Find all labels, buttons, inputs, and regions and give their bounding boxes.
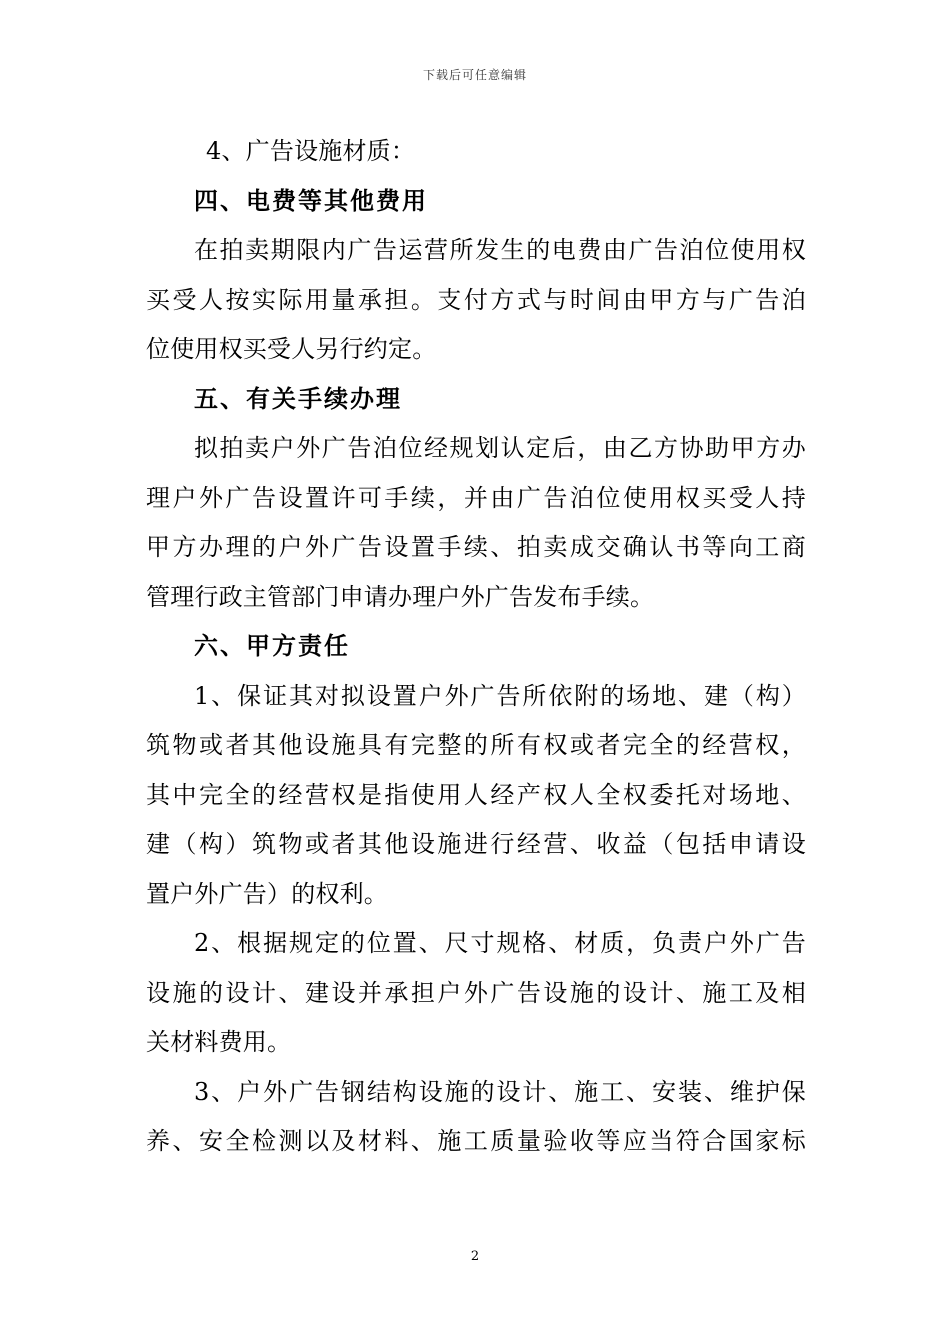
paragraph-line: 其中完全的经营权是指使用人经产权人全权委托对场地、 — [146, 780, 806, 809]
paragraph-line: 拟拍卖户外广告泊位经规划认定后，由乙方协助甲方办 — [194, 434, 806, 462]
section-heading-electricity: 四、电费等其他费用 — [194, 186, 428, 215]
paragraph-line: 筑物或者其他设施具有完整的所有权或者完全的经营权， — [146, 731, 806, 759]
paragraph-line: 理户外广告设置许可手续，并由广告泊位使用权买受人持 — [146, 483, 806, 512]
paragraph-line: 关材料费用。 — [146, 1028, 292, 1056]
paragraph-line: 3、户外广告钢结构设施的设计、施工、安装、维护保 — [194, 1077, 806, 1106]
paragraph-line: 甲方办理的户外广告设置手续、拍卖成交确认书等向工商 — [146, 533, 806, 561]
paragraph-line: 买受人按实际用量承担。支付方式与时间由甲方与广告泊 — [146, 285, 806, 314]
paragraph-line: 在拍卖期限内广告运营所发生的电费由广告泊位使用权 — [194, 236, 806, 264]
paragraph-line: 2、根据规定的位置、尺寸规格、材质，负责户外广告 — [194, 929, 806, 957]
section-heading-procedures: 五、有关手续办理 — [194, 384, 402, 413]
paragraph-line: 1、保证其对拟设置户外广告所依附的场地、建（构） — [194, 681, 806, 710]
page-number: 2 — [470, 1249, 480, 1264]
paragraph-line: 养、安全检测以及材料、施工质量验收等应当符合国家标 — [146, 1127, 806, 1155]
paragraph-line: 建（构）筑物或者其他设施进行经营、收益（包括申请设 — [146, 830, 806, 858]
paragraph-line: 位使用权买受人另行约定。 — [146, 335, 437, 363]
section-heading-party-a: 六、甲方责任 — [194, 632, 350, 660]
document-body — [146, 127, 806, 1167]
page-header-note: 下载后可任意编辑 — [422, 68, 527, 82]
paragraph-line: 管理行政主管部门申请办理户外广告发布手续。 — [146, 582, 655, 611]
paragraph-line: 设施的设计、建设并承担户外广告设施的设计、施工及相 — [146, 978, 806, 1007]
paragraph-line: 置户外广告）的权利。 — [146, 879, 388, 908]
item-material-line: 4、广告设施材质： — [206, 137, 416, 165]
